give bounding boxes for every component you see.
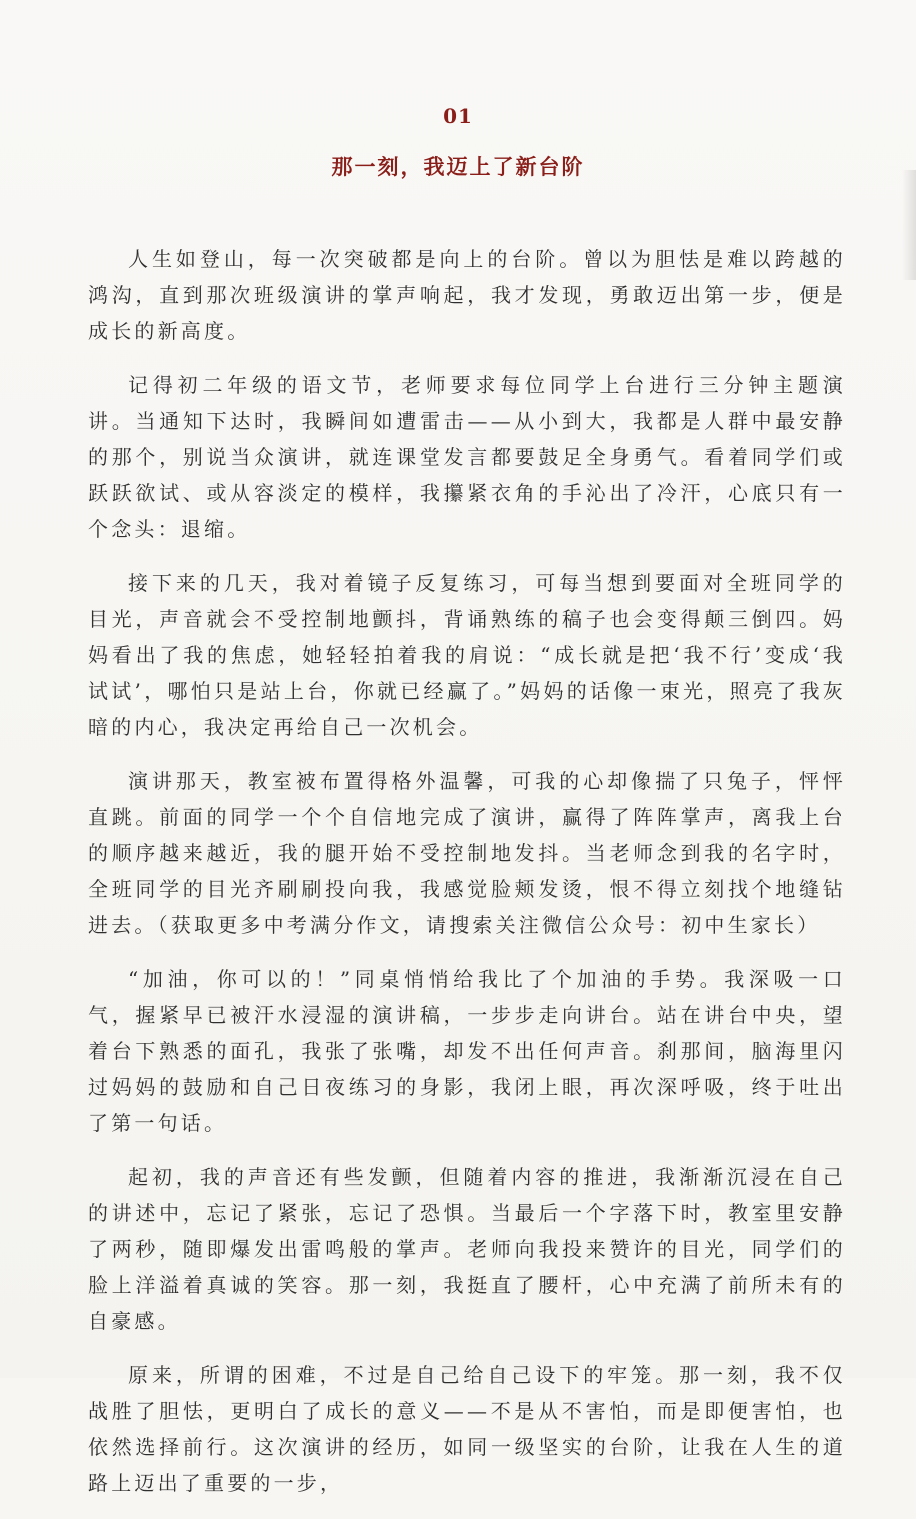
paragraph-3: 接下来的几天，我对着镜子反复练习，可每当想到要面对全班同学的目光，声音就会不受控制地颤抖，背诵熟练的稿子也会变得颠三倒四。妈妈看出了我的焦虑，她轻轻拍着我的肩说：“成长就是把‘我不行’变成‘我试试’，哪怕只是站上台，你就已经赢了。”妈妈的话像一束光，照亮了我灰暗的内心，我决定再给自己一次机会。 bbox=[88, 571, 846, 739]
paragraph-2: 记得初二年级的语文节，老师要求每位同学上台进行三分钟主题演讲。当通知下达时，我瞬间如遭雷击——从小到大，我都是人群中最安静的那个，别说当众演讲，就连课堂发言都要鼓足全身勇气。看着同学们或跃跃欲试、或从容淡定的模样，我攥紧衣角的手沁出了冷汗，心底只有一个念头：退缩。 bbox=[88, 373, 846, 541]
page-edge-shadow bbox=[902, 170, 916, 280]
essay-body bbox=[88, 241, 846, 1519]
paragraph-5: “加油，你可以的！”同桌悄悄给我比了个加油的手势。我深吸一口气，握紧早已被汗水浸湿的演讲稿，一步步走向讲台。站在讲台中央，望着台下熟悉的面孔，我张了张嘴，却发不出任何声音。刹那间，脑海里闪过妈妈的鼓励和自己日夜练习的身影，我闭上眼，再次深呼吸，终于吐出了第一句话。 bbox=[88, 967, 846, 1135]
chapter-title: 那一刻，我迈上了新台阶 bbox=[331, 154, 585, 179]
paragraph-7: 原来，所谓的困难，不过是自己给自己设下的牢笼。那一刻，我不仅战胜了胆怯，更明白了成长的意义——不是从不害怕，而是即便害怕，也依然选择前行。这次演讲的经历，如同一级坚实的台阶，让我在人生的道路上迈出了重要的一步， bbox=[88, 1363, 846, 1495]
chapter-number: 01 bbox=[443, 104, 473, 128]
paragraph-4: 演讲那天，教室被布置得格外温馨，可我的心却像揣了只兔子，怦怦直跳。前面的同学一个个自信地完成了演讲，赢得了阵阵掌声，离我上台的顺序越来越近，我的腿开始不受控制地发抖。当老师念到我的名字时，全班同学的目光齐刷刷投向我，我感觉脸颊发烫，恨不得立刻找个地缝钻进去。（获取更多中考满分作文，请搜索关注微信公众号：初中生家长） bbox=[88, 769, 846, 937]
paragraph-1: 人生如登山，每一次突破都是向上的台阶。曾以为胆怯是难以跨越的鸿沟，直到那次班级演讲的掌声响起，我才发现，勇敢迈出第一步，便是成长的新高度。 bbox=[88, 247, 846, 343]
paragraph-6: 起初，我的声音还有些发颤，但随着内容的推进，我渐渐沉浸在自己的讲述中，忘记了紧张，忘记了恐惧。当最后一个字落下时，教室里安静了两秒，随即爆发出雷鸣般的掌声。老师向我投来赞许的目光，同学们的脸上洋溢着真诚的笑容。那一刻，我挺直了腰杆，心中充满了前所未有的自豪感。 bbox=[88, 1165, 846, 1333]
